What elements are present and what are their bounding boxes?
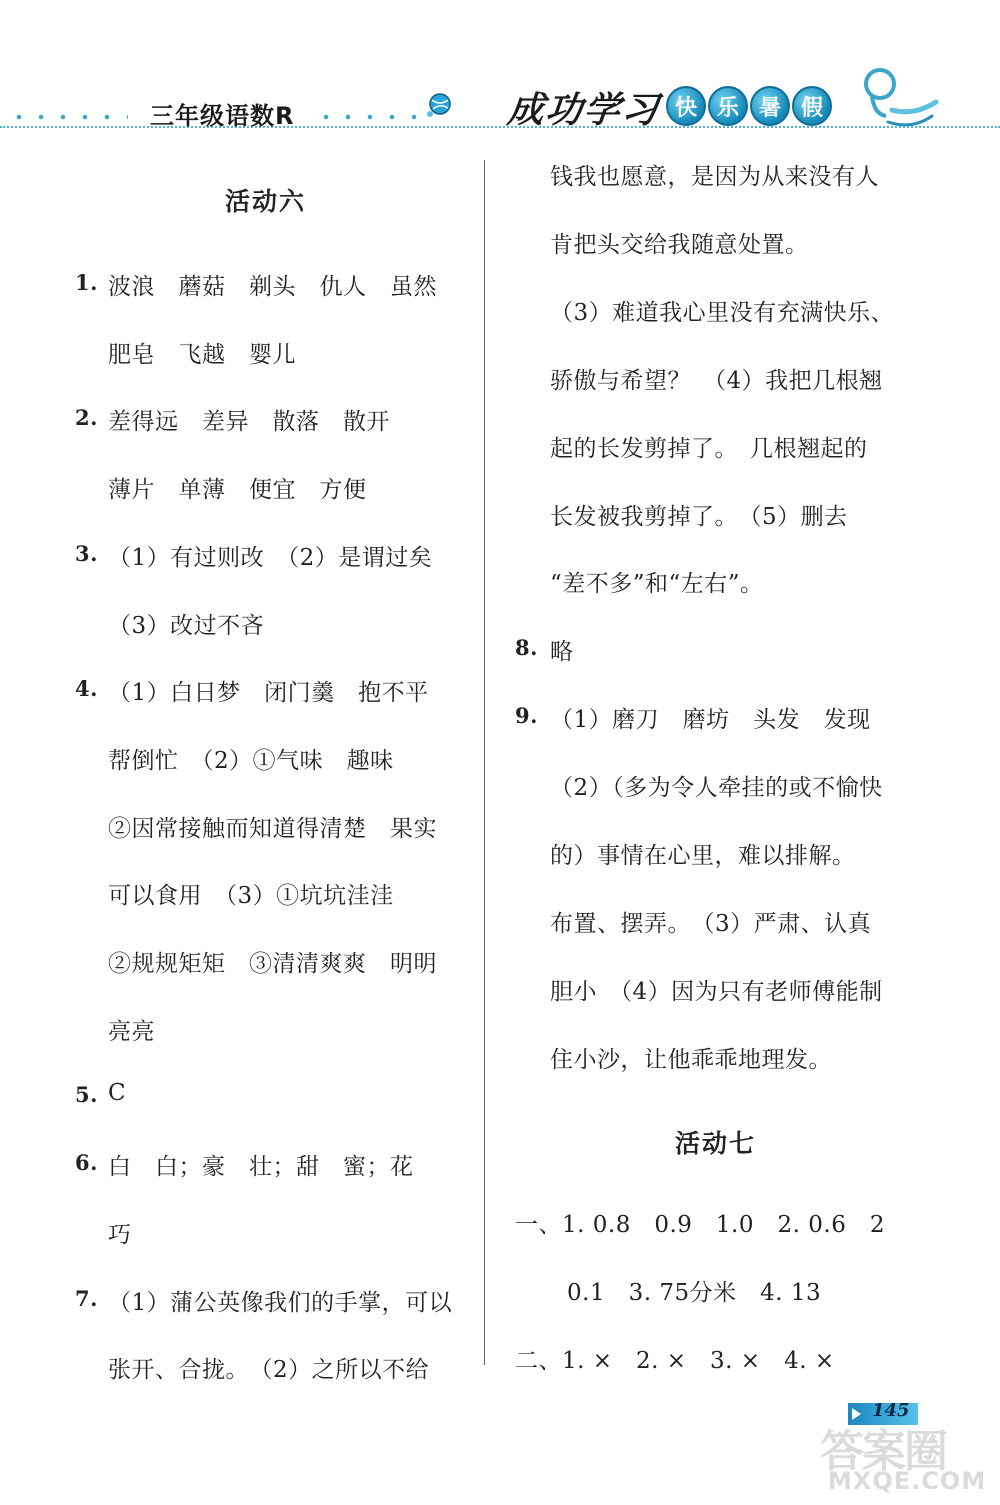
right-answer-line: “差不多”和“左右”。: [550, 571, 764, 598]
page-header: [0, 0, 1000, 150]
left-answer-line: C: [108, 1080, 127, 1107]
header-dots-left: [8, 114, 128, 120]
left-answer-line: 亮亮: [108, 1018, 155, 1045]
left-answer-line: 波浪 蘑菇 剃头 仇人 虽然: [108, 274, 437, 300]
left-question-number: 5.: [75, 1082, 98, 1108]
right-answer-line: 起的长发剪掉了。 几根翘起的: [550, 435, 868, 462]
right-answer-line: 肯把头交给我随意处置。: [550, 231, 809, 258]
math-answer-line: 一、1. 0.8 0.9 1.0 2. 0.6 2: [515, 1212, 885, 1238]
math-answer-line: 二、1. × 2. × 3. × 4. ×: [515, 1348, 835, 1374]
left-answer-line: （1）蒲公英像我们的手掌，可以: [108, 1289, 453, 1316]
ball-icon: [424, 92, 452, 120]
badge-jia: 假: [792, 86, 832, 126]
right-question-number: 9.: [515, 703, 538, 729]
right-answer-line: （2）（多为令人牵挂的或不愉快: [550, 775, 883, 802]
badge-shu: 暑: [750, 86, 790, 126]
watermark: [820, 1415, 990, 1500]
right-answer-line: 胆小 （4）因为只有老师傅能制: [550, 978, 883, 1005]
watermark-url: MXQE.COM: [828, 1467, 987, 1495]
section-title-activity-7: 活动七: [675, 1129, 757, 1158]
watermark-logo: 答案圈: [820, 1426, 946, 1477]
left-answer-line: 白 白；豪 壮；甜 蜜；花: [108, 1154, 414, 1181]
summer-badges: [666, 86, 832, 126]
right-answer-line: 略: [550, 639, 574, 666]
left-answer-line: 帮倒忙 （2）①气味 趣味: [108, 747, 394, 774]
left-answer-line: 张开、合拢。 （2）之所以不给: [108, 1357, 430, 1384]
left-question-number: 4.: [75, 676, 98, 702]
right-answer-line: 布置、摆弄。 （3）严肃、认真: [550, 910, 872, 937]
right-question-number: 8.: [515, 635, 538, 661]
left-answer-line: 巧: [108, 1221, 132, 1248]
badge-le: 乐: [708, 86, 748, 126]
right-answer-line: 住小沙，让他乖乖地理发。: [550, 1046, 832, 1073]
left-answer-line: （1）白日梦 闭门羹 抱不平: [108, 680, 429, 707]
brand-title: 成功学习: [505, 90, 662, 131]
left-answer-line: （1）有过则改 （2）是谓过矣: [108, 544, 433, 571]
left-question-number: 7.: [75, 1285, 98, 1311]
left-answer-line: （3）改过不吝: [108, 612, 265, 639]
section-title-activity-6: 活动六: [225, 187, 307, 216]
right-answer-line: 钱我也愿意，是因为从来没有人: [550, 164, 879, 190]
right-answer-line: 长发被我剪掉了。 （5）删去: [550, 503, 848, 530]
left-answer-line: 可以食用 （3）①坑坑洼洼: [108, 883, 394, 910]
right-answer-line: （1）磨刀 磨坊 头发 发现: [550, 707, 871, 734]
left-answer-line: 肥皂 飞越 婴儿: [108, 341, 296, 368]
left-answer-line: 薄片 单薄 便宜 方便: [108, 477, 367, 504]
left-question-number: 3.: [75, 540, 98, 566]
left-question-number: 2.: [75, 405, 98, 431]
left-question-number: 6.: [75, 1150, 98, 1176]
magnifier-icon: [852, 64, 942, 134]
left-answer-line: ②规规矩矩 ③清清爽爽 明明: [108, 951, 437, 977]
column-divider: [484, 160, 485, 1365]
left-question-number: 1.: [75, 270, 98, 295]
header-dots-middle: [315, 114, 420, 120]
left-answer-line: ②因常接触而知道得清楚 果实: [108, 815, 437, 842]
grade-label: 三年级语数R: [150, 102, 295, 130]
math-answer-line: 0.1 3. 75分米 4. 13: [567, 1280, 822, 1306]
right-answer-line: （3）难道我心里没有充满快乐、: [550, 299, 895, 326]
right-answer-line: 的）事情在心里，难以排解。: [550, 843, 856, 869]
badge-kuai: 快: [666, 86, 706, 126]
page-number: 145: [872, 1400, 910, 1421]
right-answer-line: 骄傲与希望？ （4）我把几根翘: [550, 367, 883, 394]
left-answer-line: 差得远 差异 散落 散开: [108, 409, 390, 436]
